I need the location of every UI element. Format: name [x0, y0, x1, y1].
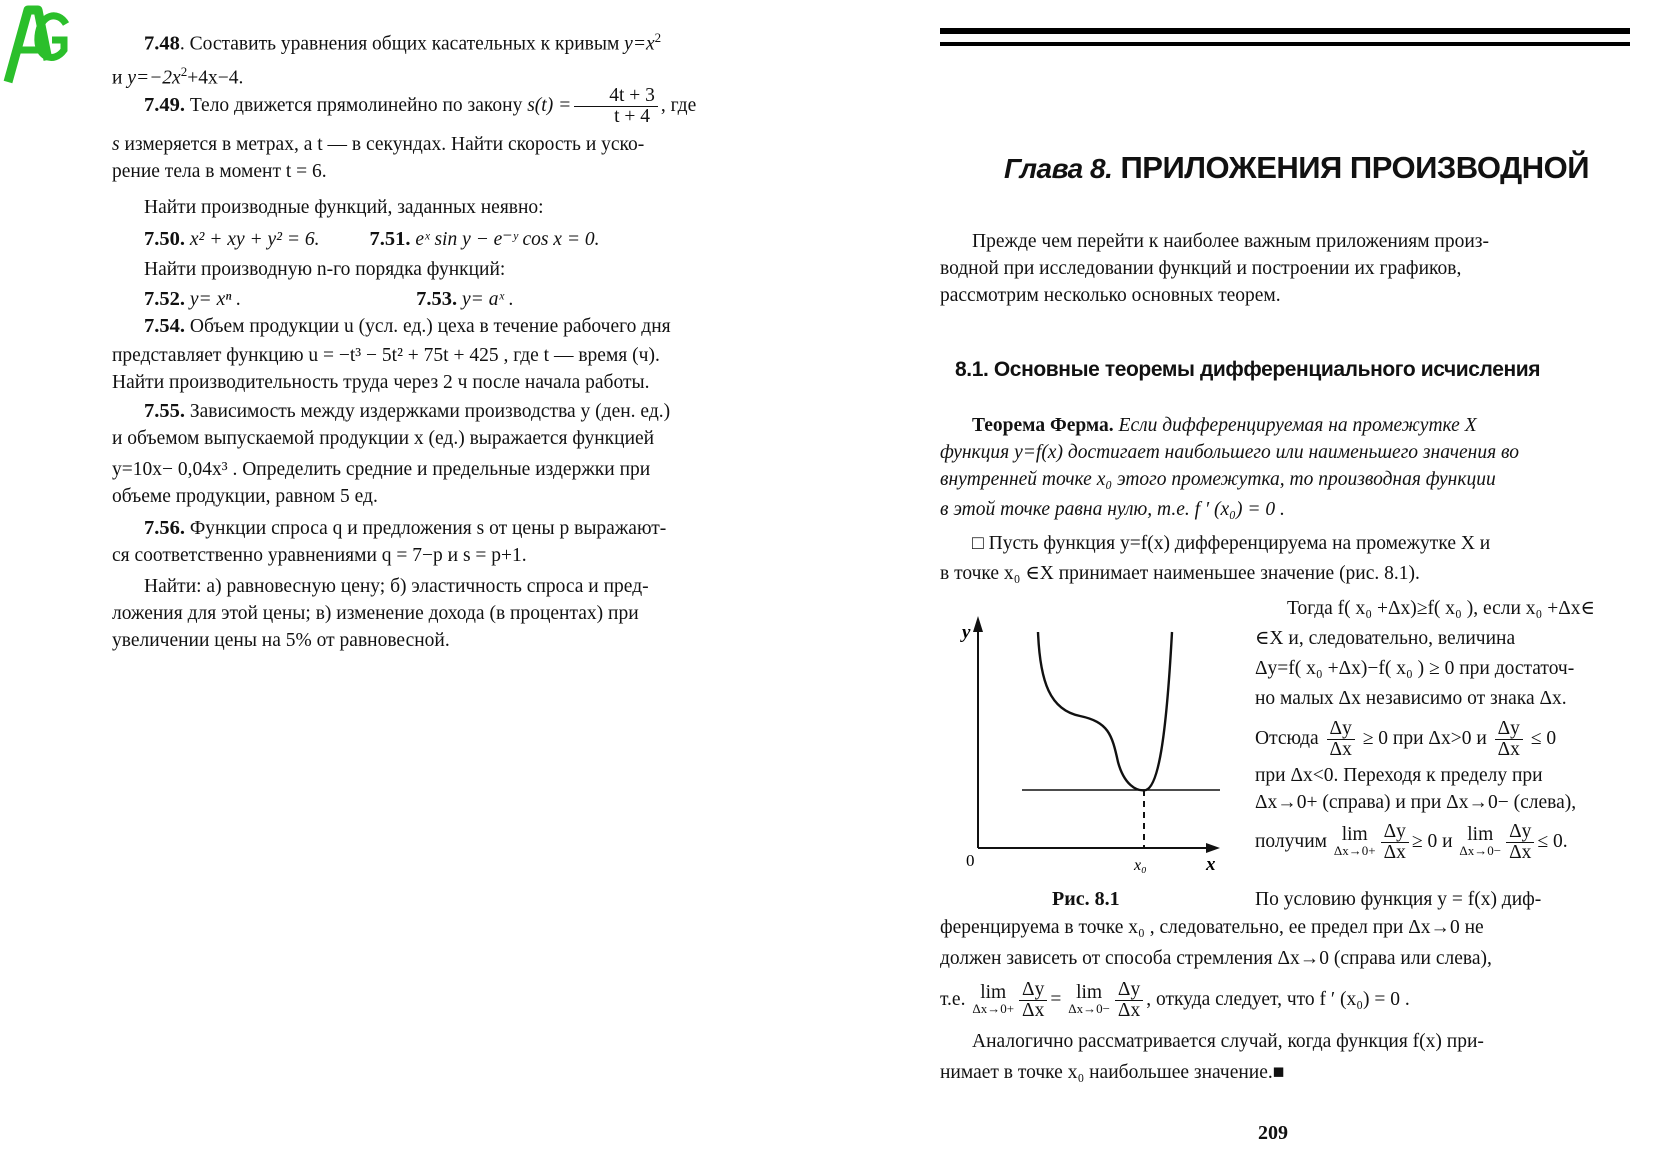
limit	[1459, 823, 1502, 859]
fraction	[1019, 980, 1047, 1021]
section-heading	[955, 358, 1635, 382]
problem-text: . Составить уравнения общих касательных к кривым	[179, 33, 620, 55]
proof-text: По условию функция y = f(x) диф-	[1255, 889, 1542, 910]
fraction-numerator: Δy	[1381, 822, 1409, 843]
problem-number: 7.50.	[144, 228, 185, 250]
problem-text: Объем продукции u (усл. ед.) цеха в течение рабочего дня	[189, 316, 671, 337]
lim-subscript: Δx→0+	[1333, 842, 1376, 858]
fraction-denominator: Δx	[1383, 842, 1406, 864]
law-of-motion: s(t) =	[527, 94, 572, 116]
problem-text-tail: , где	[660, 94, 697, 116]
lim-word: lim	[1341, 823, 1368, 845]
theorem-text: функция y=f(x) достигает наибольшего или наименьшего значения во	[940, 442, 1519, 463]
y-axis-label: y	[962, 622, 971, 643]
proof-text: ференцируема в точке x₀ , следовательно, ее предел при Δx→0 не	[940, 917, 1484, 938]
theorem-text: внутренней точке x₀ этого промежутка, то производная функции	[940, 469, 1496, 490]
chapter-rule-bottom	[940, 42, 1630, 46]
variable-s: s	[112, 134, 120, 155]
problem-text: Найти: а) равновесную цену; б) эластичность спроса и пред-	[144, 576, 649, 597]
origin-label: 0	[966, 851, 975, 870]
proof-text: Отсюда	[1255, 728, 1319, 749]
problem-number: 7.49.	[144, 93, 185, 116]
problem-number: 7.51.	[369, 228, 411, 250]
intro-text: рассмотрим несколько основных теорем.	[940, 285, 1281, 306]
problem-number: 7.48	[144, 32, 180, 55]
chapter-intro	[940, 228, 1626, 309]
problem-7-48	[112, 24, 792, 91]
proof-text: Δx→0+ (справа) и при Δx→0− (слева),	[1255, 792, 1577, 814]
fraction-numerator: Δy	[1327, 719, 1355, 740]
proof-continue-1	[1255, 886, 1635, 913]
problem-text: ложения для этой цены; в) изменение дохода (в процентах) при	[112, 603, 639, 624]
problem-text: рение тела в момент t = 6.	[112, 161, 327, 182]
exponent: 2	[180, 63, 188, 79]
theorem-text: в этой точке равна нулю, т.е. f ′ (x₀) = 0 .	[940, 499, 1285, 520]
proof-text: Δy=f( x₀ +Δx)−f( x₀ ) ≥ 0 при достаточ-	[1255, 658, 1575, 679]
limit	[1333, 823, 1376, 859]
problem-text: измеряется в метрах, а t — в секундах. Найти скорость и уско-	[124, 134, 645, 155]
problem-number: 7.55.	[144, 400, 185, 422]
proof-text: , откуда следует, что f ′ (x₀) = 0 .	[1146, 989, 1410, 1010]
proof-text: ≤ 0	[1530, 728, 1557, 749]
chapter-label: Глава 8.	[1004, 153, 1113, 184]
fraction-denominator: Δx	[1329, 739, 1352, 761]
fraction	[1115, 980, 1143, 1021]
x-axis-arrow-icon	[1206, 843, 1220, 853]
chapter-title	[1004, 150, 1589, 186]
section-intro: Найти производные функций, заданных неявно:	[144, 197, 544, 218]
page-number: 209	[1258, 1122, 1288, 1144]
intro-text: водной при исследовании функций и построении их графиков,	[940, 258, 1462, 279]
exponent: 2	[654, 30, 662, 45]
chapter-name: ПРИЛОЖЕНИЯ ПРОИЗВОДНОЙ	[1120, 150, 1589, 185]
ag-logo-icon	[2, 2, 72, 86]
theorem-text: Если дифференцируемая на промежутке X	[1118, 415, 1477, 436]
proof-text: должен зависеть от способа стремления Δx→0 (справа или слева),	[940, 948, 1492, 969]
implicit-section	[112, 194, 792, 313]
curve-2: y=−2x	[127, 67, 181, 88]
fraction-denominator: Δx	[1022, 1000, 1045, 1022]
fraction-numerator: Δy	[1495, 719, 1523, 740]
proof-text: ≥ 0 и	[1411, 831, 1453, 853]
curve-2-tail: +4x−4.	[187, 67, 244, 88]
proof-start	[940, 530, 1626, 587]
theorem-name: Теорема Ферма.	[972, 415, 1114, 436]
limit	[972, 981, 1015, 1017]
problem-text: Зависимость между издержками производства y (ден. ед.)	[189, 401, 671, 422]
lim-word: lim	[980, 981, 1007, 1003]
x0-label: x₀	[1134, 857, 1147, 874]
function-curve	[1038, 632, 1172, 790]
problem-number: 7.53.	[416, 288, 458, 310]
problem-text: ся соответственно уравнениями q = 7−p и s = p+1.	[112, 545, 527, 566]
fraction	[1506, 822, 1534, 863]
proof-text: в точке x₀ ∈X принимает наименьшее значение (рис. 8.1).	[940, 563, 1420, 584]
problem-text: Функции спроса q и предложения s от цены p выражают-	[189, 518, 667, 539]
fraction-denominator: Δx	[1497, 739, 1520, 761]
section-intro: Найти производную n-го порядка функций:	[144, 259, 506, 280]
problem-7-49	[112, 86, 792, 185]
problem-number: 7.54.	[144, 315, 185, 337]
lim-subscript: Δx→0−	[1068, 1000, 1110, 1016]
proof-text: Аналогично рассматривается случай, когда функция f(x) при-	[972, 1031, 1484, 1052]
lim-subscript: Δx→0−	[1459, 842, 1502, 858]
problem-text: объеме продукции, равном 5 ед.	[112, 486, 378, 507]
fraction	[1381, 822, 1409, 863]
proof-text: □ Пусть функция y=f(x) дифференцируема на промежутке X и	[972, 533, 1491, 554]
problem-7-55	[112, 398, 792, 510]
problem-text: y=10x− 0,04x³ . Определить средние и предельные издержки при	[112, 459, 651, 480]
problem-7-54	[112, 313, 792, 396]
problem-number: 7.52.	[144, 288, 185, 310]
proof-text: т.е.	[940, 989, 966, 1010]
proof-text: но малых Δx независимо от знака Δx.	[1255, 688, 1567, 709]
problem-text: увеличении цены на 5% от равновесной.	[112, 630, 450, 651]
equation: eˣ sin y − e⁻ʸ cos x = 0.	[415, 229, 600, 250]
limit	[1068, 981, 1110, 1017]
section-title: 8.1. Основные теоремы дифференциального исчисления	[955, 358, 1541, 381]
fraction-numerator: Δy	[1506, 822, 1534, 843]
proof-text: ≥ 0 при Δx>0 и	[1362, 728, 1487, 749]
lim-word: lim	[1467, 823, 1494, 845]
proof-text: ≤ 0.	[1537, 831, 1568, 853]
problem-text: Тело движется прямолинейно по закону	[189, 94, 523, 116]
fraction-numerator: Δy	[1115, 980, 1143, 1001]
fraction-numerator: 4t + 3	[574, 86, 658, 107]
problem-text: и объемом выпускаемой продукции x (ед.) выражается функцией	[112, 428, 655, 449]
equals-sign: =	[1050, 989, 1062, 1010]
fraction	[1327, 719, 1355, 760]
problem-7-56	[112, 515, 792, 654]
figure-8-1	[940, 612, 1230, 912]
proof-text: Тогда f( x₀ +Δx)≥f( x₀ ), если x₀ +Δx∈	[1287, 598, 1595, 619]
figure-side-text	[1255, 595, 1635, 864]
figure-caption: Рис. 8.1	[1052, 888, 1120, 910]
theorem-fermat	[940, 412, 1626, 523]
fraction	[1495, 719, 1523, 760]
chapter-rule-top	[940, 28, 1630, 34]
y-axis-arrow-icon	[973, 616, 983, 632]
equation: y= xⁿ .	[189, 289, 242, 310]
fraction-numerator: Δy	[1019, 980, 1047, 1001]
x-axis-label: x	[1206, 854, 1216, 875]
fraction-denominator: Δx	[1117, 1000, 1141, 1022]
problem-text: Найти производительность труда через 2 ч после начала работы.	[112, 372, 650, 393]
problem-text: представляет функцию u = −t³ − 5t² + 75t + 425 , где t — время (ч).	[112, 345, 660, 366]
proof-continue-2	[940, 914, 1626, 1086]
intro-text: Прежде чем перейти к наиболее важным приложениям произ-	[972, 231, 1489, 252]
problem-number: 7.56.	[144, 517, 185, 539]
curve-1: y=x	[624, 33, 655, 55]
equation: x² + xy + y² = 6.	[189, 229, 320, 250]
fraction	[574, 86, 658, 127]
lim-subscript: Δx→0+	[972, 1000, 1015, 1016]
conjunction: и	[112, 67, 123, 88]
proof-text: ∈X и, следовательно, величина	[1255, 628, 1516, 649]
lim-word: lim	[1076, 981, 1103, 1003]
fraction-denominator: t + 4	[614, 106, 651, 127]
proof-text: нимает в точке x₀ наибольшее значение.■	[940, 1062, 1285, 1083]
proof-text: при Δx<0. Переходя к пределу при	[1255, 765, 1543, 787]
proof-text: получим	[1255, 831, 1327, 853]
equation: y= aˣ .	[462, 289, 514, 310]
fraction-denominator: Δx	[1509, 842, 1532, 864]
